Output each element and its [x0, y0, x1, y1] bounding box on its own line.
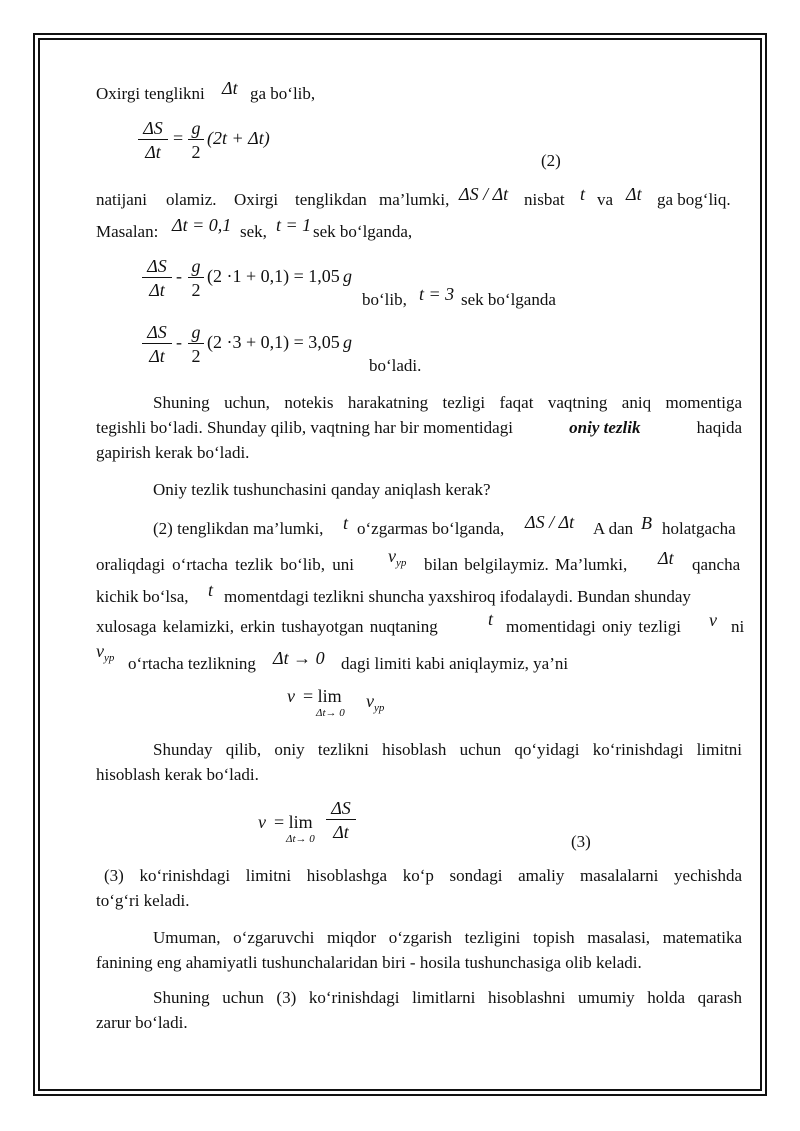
- eqa-minus: -: [176, 266, 182, 286]
- p1-nisbat: nisbat: [524, 190, 565, 209]
- lim1-sub: Δt→ 0: [316, 707, 345, 719]
- p3-l1-ratio: ΔS / Δt: [525, 512, 575, 532]
- par2-bold-term: oniy tezlik: [569, 418, 641, 437]
- par7-line1: Shuning uchun (3) ko‘rinishdagi limitlarni hisoblashni umumiy holda qarash: [153, 988, 742, 1007]
- p1-sek: sek,: [240, 222, 267, 241]
- p3-l1-a: (2) tenglikdan ma’lumki,: [153, 519, 324, 538]
- p3-l4-c: ni: [731, 617, 745, 636]
- p1-ratio: ΔS / Δt: [459, 184, 509, 204]
- par5-line1: (3) ko‘rinishdagi limitni hisoblashga ko‘p sondagi amaliy masalalarni yechishda: [104, 866, 742, 885]
- par7-line2: zarur bo‘ladi.: [96, 1013, 188, 1032]
- p1-dt: Δt: [626, 184, 642, 204]
- p1-sek-end: sek bo‘lganda,: [313, 222, 413, 241]
- eqa-g-fraction: $\frac{g}{2}$: [188, 256, 204, 300]
- p1-end: ga bog‘liq.: [657, 190, 731, 209]
- p3-l2-v: $v_{yp}$: [388, 546, 407, 569]
- par5-line2: to‘g‘ri keladi.: [96, 891, 190, 910]
- eqa-g: g: [343, 266, 352, 286]
- par6-line2: fanining eng ahamiyatli tushunchalaridan biri - hosila tushunchasiga olib keladi.: [96, 953, 642, 972]
- eq2-g-fraction: $\frac{g}{2}$: [188, 118, 204, 162]
- p3-l4-a: xulosaga kelamizki, erkin tushayotgan nuqtaning: [96, 617, 438, 636]
- eqa-fraction: $\frac{\Delta S}{\Delta t}$: [142, 256, 172, 300]
- p3-l5-lim: Δt → 0: [273, 648, 325, 668]
- p1-word: ma’lumki,: [379, 190, 450, 209]
- eqb-g: g: [343, 332, 352, 352]
- p3-l1-c: A dan: [593, 519, 634, 538]
- eq2-label: (2): [541, 151, 561, 170]
- p3-l4-v: v: [709, 610, 717, 630]
- eq3-fraction: $\frac{\Delta S}{\Delta t}$: [326, 798, 356, 842]
- eq3-v: v: [258, 812, 266, 832]
- p3-l2-dt: Δt: [658, 548, 674, 568]
- eq3-label: (3): [571, 832, 591, 851]
- eq2-equals: =: [173, 128, 184, 148]
- par4-line2: hisoblash kerak bo‘ladi.: [96, 765, 259, 784]
- p3-l1-B: B: [641, 513, 652, 533]
- p3-l3-a: kichik bo‘lsa,: [96, 587, 189, 606]
- eqa-after: bo‘lib,: [362, 290, 407, 309]
- par6-line1: Umuman, o‘zgaruvchi miqdor o‘zgarish tezligini topish masalasi, matematika: [153, 928, 742, 947]
- intro-text: Oxirgi tenglikni: [96, 84, 205, 103]
- p3-l4-b: momentidagi oniy tezligi: [506, 617, 681, 636]
- p1-word: Oxirgi: [234, 190, 279, 209]
- eqb-expression: (2 ·3 + 0,1) = 3,05: [207, 332, 340, 352]
- lim1-vyp: $v_{yp}$: [366, 691, 385, 714]
- p1-va: va: [597, 190, 614, 209]
- p1-dt-value: Δt = 0,1: [172, 215, 232, 235]
- p1-word: tenglikdan: [295, 190, 367, 209]
- p3-l2-b: bilan belgilaymiz. Ma’lumki,: [424, 555, 628, 574]
- p3-l1-b: o‘zgarmas bo‘lganda,: [357, 519, 505, 538]
- p3-l1-d: holatgacha: [662, 519, 736, 538]
- p3-l3-b: momentdagi tezlikni shuncha yaxshiroq ifodalaydi. Bundan shunday: [224, 587, 691, 606]
- p1-masalan: Masalan:: [96, 222, 159, 241]
- eqb-after: bo‘ladi.: [369, 356, 422, 375]
- eqb-fraction: $\frac{\Delta S}{\Delta t}$: [142, 322, 172, 366]
- p3-l2-c: qancha: [692, 555, 741, 574]
- delta-t-symbol: Δt: [222, 78, 238, 98]
- p3-l4-t: t: [488, 609, 494, 629]
- eq3-sub: Δt→ 0: [286, 833, 315, 845]
- eqa-expression: (2 ·1 + 0,1) = 1,05: [207, 266, 340, 286]
- p1-word: natijani: [96, 190, 147, 209]
- eqa-t3: t = 3: [419, 284, 455, 304]
- par2-line3: gapirish kerak bo‘ladi.: [96, 443, 250, 462]
- eq2-fraction: $\frac{\Delta S}{\Delta t}$: [138, 118, 168, 162]
- par2-line2: tegishli bo‘ladi. Shunday qilib, vaqtning har bir momentidagi oniy tezlik haqida: [96, 418, 742, 437]
- p1-t: t: [580, 184, 586, 204]
- lim1-lim: = lim: [303, 686, 342, 706]
- eqb-g-fraction: $\frac{g}{2}$: [188, 322, 204, 366]
- eqa-after2: sek bo‘lganda: [461, 290, 556, 309]
- p3-l5-b: dagi limiti kabi aniqlaymiz, ya’ni: [341, 654, 569, 673]
- question: Oniy tezlik tushunchasini qanday aniqlash kerak?: [153, 480, 491, 499]
- p1-word: olamiz.: [166, 190, 217, 209]
- par2-line1: Shuning uchun, notekis harakatning tezligi faqat vaqtning aniq momentiga: [153, 393, 742, 412]
- p3-l2-a: oraliqdagi o‘rtacha tezlik bo‘lib, uni: [96, 555, 354, 574]
- lim1-v: v: [287, 686, 295, 706]
- eq3-lim: = lim: [274, 812, 313, 832]
- p1-t-value: t = 1: [276, 215, 312, 235]
- p3-l1-t: t: [343, 513, 349, 533]
- intro-text-end: ga bo‘lib,: [250, 84, 316, 103]
- eqb-minus: -: [176, 332, 182, 352]
- p3-l3-t: t: [208, 580, 214, 600]
- p3-l5-a: o‘rtacha tezlikning: [128, 654, 256, 673]
- par4-line1: Shunday qilib, oniy tezlikni hisoblash uchun qo‘yidagi ko‘rinishdagi limitni: [153, 740, 742, 759]
- eq2-expression: (2t + Δt): [207, 128, 270, 148]
- p3-l5-v: $v_{yp}$: [96, 641, 115, 664]
